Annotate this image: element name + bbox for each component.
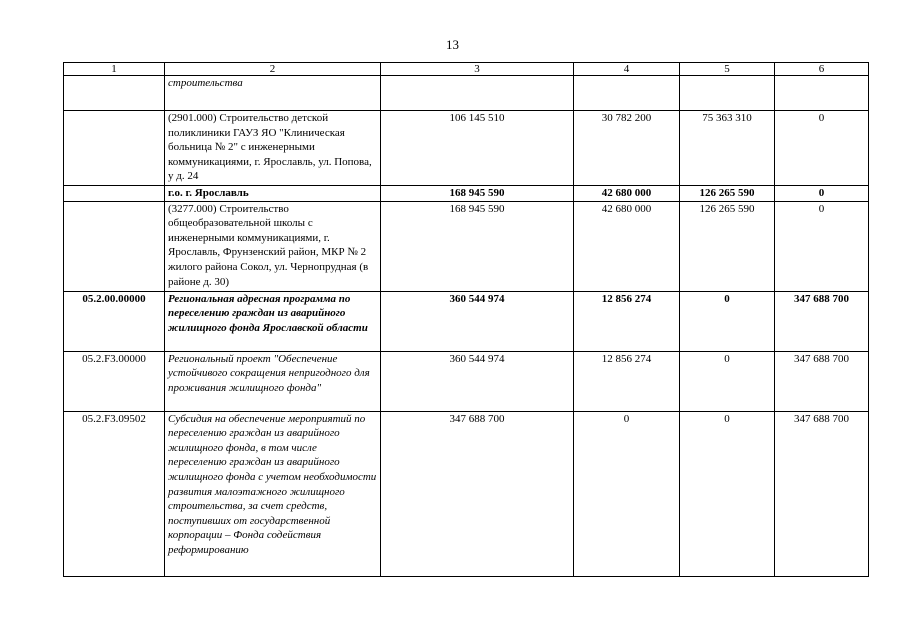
table-row xyxy=(64,411,869,576)
value-cell xyxy=(680,76,775,111)
value-cell: 12 856 274 xyxy=(574,291,680,351)
code-cell xyxy=(64,201,165,291)
name-cell: (2901.000) Строительство детской поликлиники ГАУЗ ЯО "Клиническая больница № 2" с инженерными коммуникациями, г. Ярославль, ул. Попова, у д. 24 xyxy=(165,111,381,186)
value-cell: 0 xyxy=(680,351,775,411)
value-cell: 347 688 700 xyxy=(775,411,869,576)
value-cell: 0 xyxy=(680,291,775,351)
table-row xyxy=(64,186,869,202)
code-cell xyxy=(64,186,165,202)
value-cell: 106 145 510 xyxy=(381,111,574,186)
value-cell: 0 xyxy=(574,411,680,576)
value-cell: 42 680 000 xyxy=(574,186,680,202)
name-cell: Региональный проект "Обеспечение устойчивого сокращения непригодного для проживания жилищного фонда" xyxy=(165,351,381,411)
value-cell: 75 363 310 xyxy=(680,111,775,186)
code-cell: 05.2.00.00000 xyxy=(64,291,165,351)
table-row xyxy=(64,76,869,111)
value-cell xyxy=(574,76,680,111)
name-cell: Субсидия на обеспечение мероприятий по переселению граждан из аварийного жилищного фонда, в том числе переселению граждан из аварийного жилищного фонда с учетом необходимости развития малоэтажного жилищного строительства, за счет средств, поступивших от государственной корпорации – Фонда содействия реформированию xyxy=(165,411,381,576)
value-cell: 347 688 700 xyxy=(381,411,574,576)
table-row xyxy=(64,291,869,351)
name-cell: строительства xyxy=(165,76,381,111)
budget-table xyxy=(63,62,869,577)
header-cell: 6 xyxy=(775,63,869,76)
code-cell xyxy=(64,76,165,111)
value-cell: 360 544 974 xyxy=(381,291,574,351)
header-cell: 1 xyxy=(64,63,165,76)
header-cell: 4 xyxy=(574,63,680,76)
value-cell: 360 544 974 xyxy=(381,351,574,411)
header-cell: 3 xyxy=(381,63,574,76)
header-cell: 5 xyxy=(680,63,775,76)
value-cell: 30 782 200 xyxy=(574,111,680,186)
name-cell: (3277.000) Строительство общеобразовательной школы с инженерными коммуникациями, г. Ярославль, Фрунзенский район, МКР № 2 жилого района Сокол, ул. Чернопрудная (в районе д. 30) xyxy=(165,201,381,291)
code-cell: 05.2.F3.00000 xyxy=(64,351,165,411)
value-cell: 0 xyxy=(775,186,869,202)
value-cell: 168 945 590 xyxy=(381,186,574,202)
name-cell: Региональная адресная программа по переселению граждан из аварийного жилищного фонда Ярославской области xyxy=(165,291,381,351)
table-header-row xyxy=(64,63,869,76)
value-cell: 347 688 700 xyxy=(775,291,869,351)
table-row xyxy=(64,201,869,291)
code-cell: 05.2.F3.09502 xyxy=(64,411,165,576)
table-row xyxy=(64,111,869,186)
value-cell: 168 945 590 xyxy=(381,201,574,291)
page-number: 13 xyxy=(446,37,459,52)
value-cell xyxy=(381,76,574,111)
value-cell xyxy=(775,76,869,111)
value-cell: 0 xyxy=(775,201,869,291)
value-cell: 12 856 274 xyxy=(574,351,680,411)
value-cell: 347 688 700 xyxy=(775,351,869,411)
value-cell: 42 680 000 xyxy=(574,201,680,291)
code-cell xyxy=(64,111,165,186)
header-cell: 2 xyxy=(165,63,381,76)
value-cell: 126 265 590 xyxy=(680,201,775,291)
value-cell: 0 xyxy=(680,411,775,576)
name-cell: г.о. г. Ярославль xyxy=(165,186,381,202)
value-cell: 0 xyxy=(775,111,869,186)
value-cell: 126 265 590 xyxy=(680,186,775,202)
table-row xyxy=(64,351,869,411)
